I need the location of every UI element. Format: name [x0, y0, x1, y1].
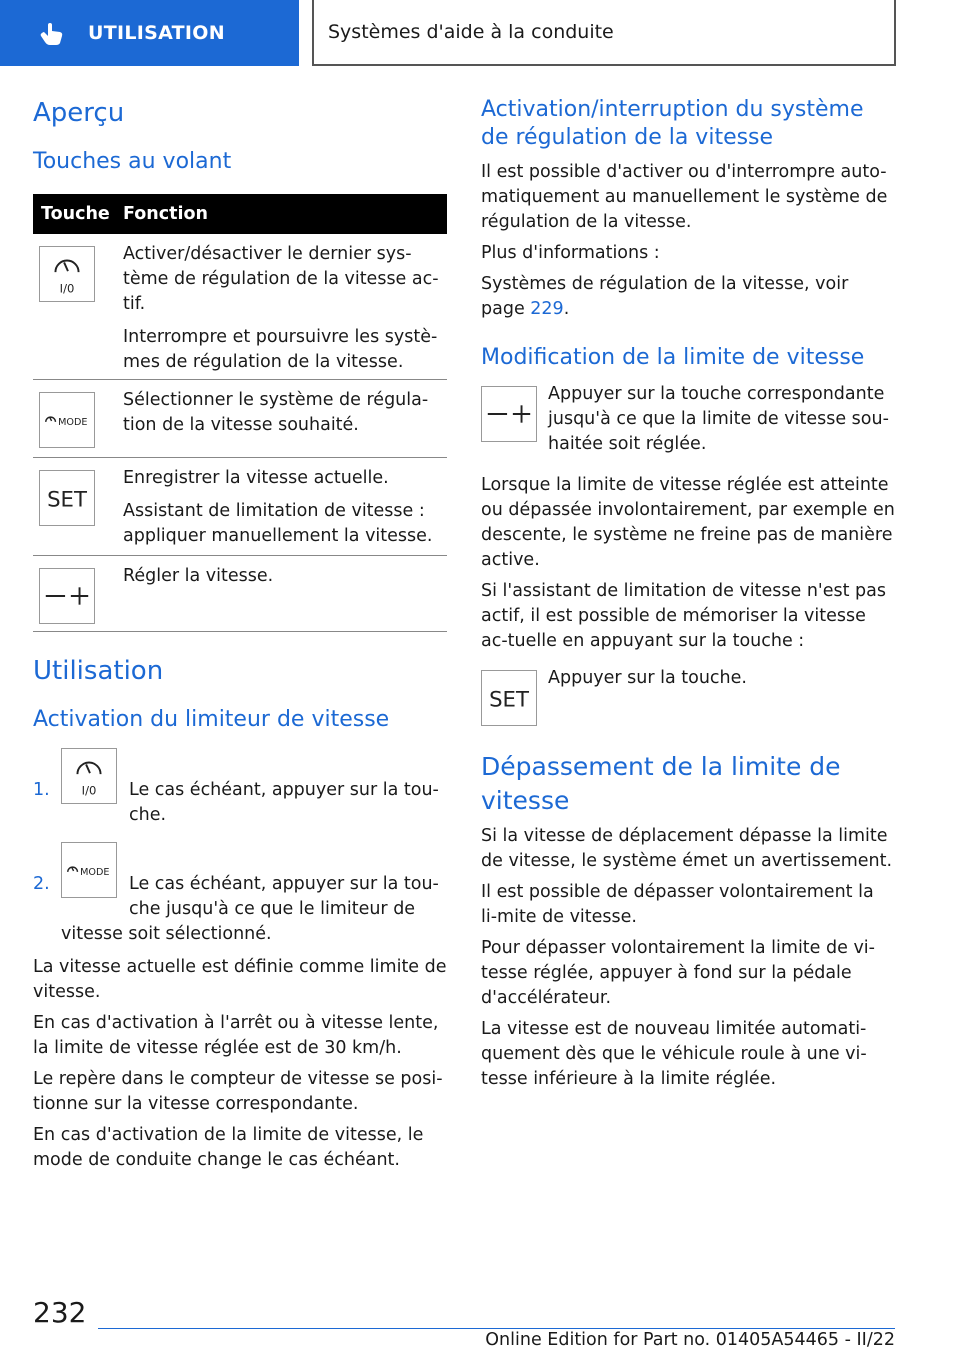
step-body [61, 748, 447, 828]
steering-keys-table [33, 194, 447, 632]
key-label: SET [47, 487, 87, 513]
step-text: Le cas échéant, appuyer sur la tou-che. [129, 780, 439, 825]
mode-key-icon [61, 842, 117, 898]
key-cell [33, 234, 123, 379]
paragraph: Le repère dans le compteur de vitesse se posi-tionne sur la vitesse correspondante. [33, 1069, 443, 1114]
paragraph: La vitesse est de nouveau limitée automati-quement dès que le véhicule roule à une vi-tesse inférieure à la limite réglée. [481, 1019, 867, 1089]
function-cell [123, 380, 447, 457]
column-fonction: Fonction [123, 204, 208, 224]
function-text: Assistant de limitation de vitesse : appliquer manuellement la vitesse. [123, 501, 433, 546]
function-text: Enregistrer la vitesse actuelle. [123, 468, 389, 488]
key-label: I/0 [81, 783, 97, 798]
heading-activation-limiteur: Activation du limiteur de vitesse [33, 707, 390, 732]
paragraph: Lorsque la limite de vitesse réglée est atteinte ou dépassée involontairement, par exemple en descente, le système ne freine pas de manière active. [481, 475, 895, 570]
table-row [33, 458, 447, 556]
section-tab [0, 0, 299, 66]
left-column [33, 96, 447, 1173]
reference-end: . [563, 299, 570, 319]
step-item [33, 748, 447, 828]
key-label: MODE [80, 866, 110, 878]
page-link[interactable]: 229 [530, 299, 564, 319]
paragraph: En cas d'activation à l'arrêt ou à vitesse lente, la limite de vitesse réglée est de 30 km/h. [33, 1013, 439, 1058]
function-text: Interrompre et poursuivre les systè-mes de régulation de la vitesse. [123, 327, 438, 372]
step-text: Le cas échéant, appuyer sur la tou-che jusqu'à ce que le limiteur de vitesse soit sélectionné. [61, 874, 439, 944]
step-body [61, 842, 447, 947]
heading-utilisation: Utilisation [33, 656, 164, 686]
section-title: UTILISATION [88, 22, 225, 44]
icon-paragraph [481, 670, 895, 726]
paragraph: Il est possible de dépasser volontairement la li-mite de vitesse. [481, 882, 874, 927]
table-row [33, 234, 447, 380]
paragraph: Il est possible d'activer ou d'interrompre auto-matiquement au manuellement le système de régulation de la vitesse. [481, 162, 888, 232]
key-cell [33, 556, 123, 631]
paragraph: Pour dépasser volontairement la limite de vi-tesse réglée, appuyer à fond sur la pédale d'accélérateur. [481, 938, 875, 1008]
paragraph: Si l'assistant de limitation de vitesse n'est pas actif, il est possible de mémoriser la vitesse ac-tuelle en appuyant sur la touche : [481, 581, 886, 651]
icon-paragraph-text: Appuyer sur la touche correspondante jusqu'à ce que la limite de vitesse sou-haitée soit réglée. [548, 384, 889, 454]
footer-edition: Online Edition for Part no. 01405A54465 - II/22 [485, 1330, 895, 1350]
key-label: I/0 [59, 281, 75, 296]
set-key-icon [481, 670, 537, 726]
function-cell [123, 458, 447, 555]
heading-touches-volant: Touches au volant [33, 149, 232, 174]
heading-apercu: Aperçu [33, 98, 125, 128]
speed-limiter-on-off-key-icon [61, 748, 117, 804]
function-cell [123, 556, 447, 631]
function-text: Régler la vitesse. [123, 566, 274, 586]
function-text: Activer/désactiver le dernier sys-tème de régulation de la vitesse ac-tif. [123, 244, 439, 314]
reference-text: Systèmes de régulation de la vitesse, voir page [481, 274, 849, 319]
heading-activation-interruption: Activation/interruption du système de régulation de la vitesse [481, 97, 864, 150]
key-label: SET [489, 687, 529, 713]
minus-plus-key-icon [481, 386, 537, 442]
table-row [33, 380, 447, 458]
set-key-icon [39, 470, 95, 526]
table-header [33, 194, 447, 234]
table-row [33, 556, 447, 632]
paragraph: Si la vitesse de déplacement dépasse la limite de vitesse, le système émet un avertissement. [481, 826, 893, 871]
function-text: Sélectionner le système de régula-tion de la vitesse souhaité. [123, 390, 429, 435]
icon-paragraph [481, 386, 895, 457]
page-number: 232 [33, 1296, 87, 1329]
right-column [481, 96, 895, 1092]
mode-key-icon [39, 392, 95, 448]
column-touche: Touche [41, 204, 110, 224]
icon-paragraph-text: Appuyer sur la touche. [548, 668, 747, 688]
step-item [33, 842, 447, 947]
step-number: 1. [33, 780, 50, 800]
footer-divider [98, 1328, 895, 1329]
step-number: 2. [33, 874, 50, 894]
minus-plus-key-icon [39, 568, 95, 624]
paragraph: Plus d'informations : [481, 243, 660, 263]
key-cell [33, 458, 123, 555]
paragraph: La vitesse actuelle est définie comme limite de vitesse. [33, 957, 447, 1002]
heading-depassement-limite: Dépassement de la limite de vitesse [481, 752, 841, 815]
key-label: MODE [58, 416, 88, 428]
chapter-title: Systèmes d'aide à la conduite [312, 0, 896, 66]
key-cell [33, 380, 123, 457]
heading-modification-limite: Modification de la limite de vitesse [481, 345, 865, 370]
paragraph: En cas d'activation de la limite de vitesse, le mode de conduite change le cas échéant. [33, 1125, 424, 1170]
hand-pointer-icon [38, 19, 66, 47]
speed-limiter-on-off-key-icon [39, 246, 95, 302]
paragraph-page-reference [481, 272, 895, 322]
function-cell [123, 234, 447, 379]
